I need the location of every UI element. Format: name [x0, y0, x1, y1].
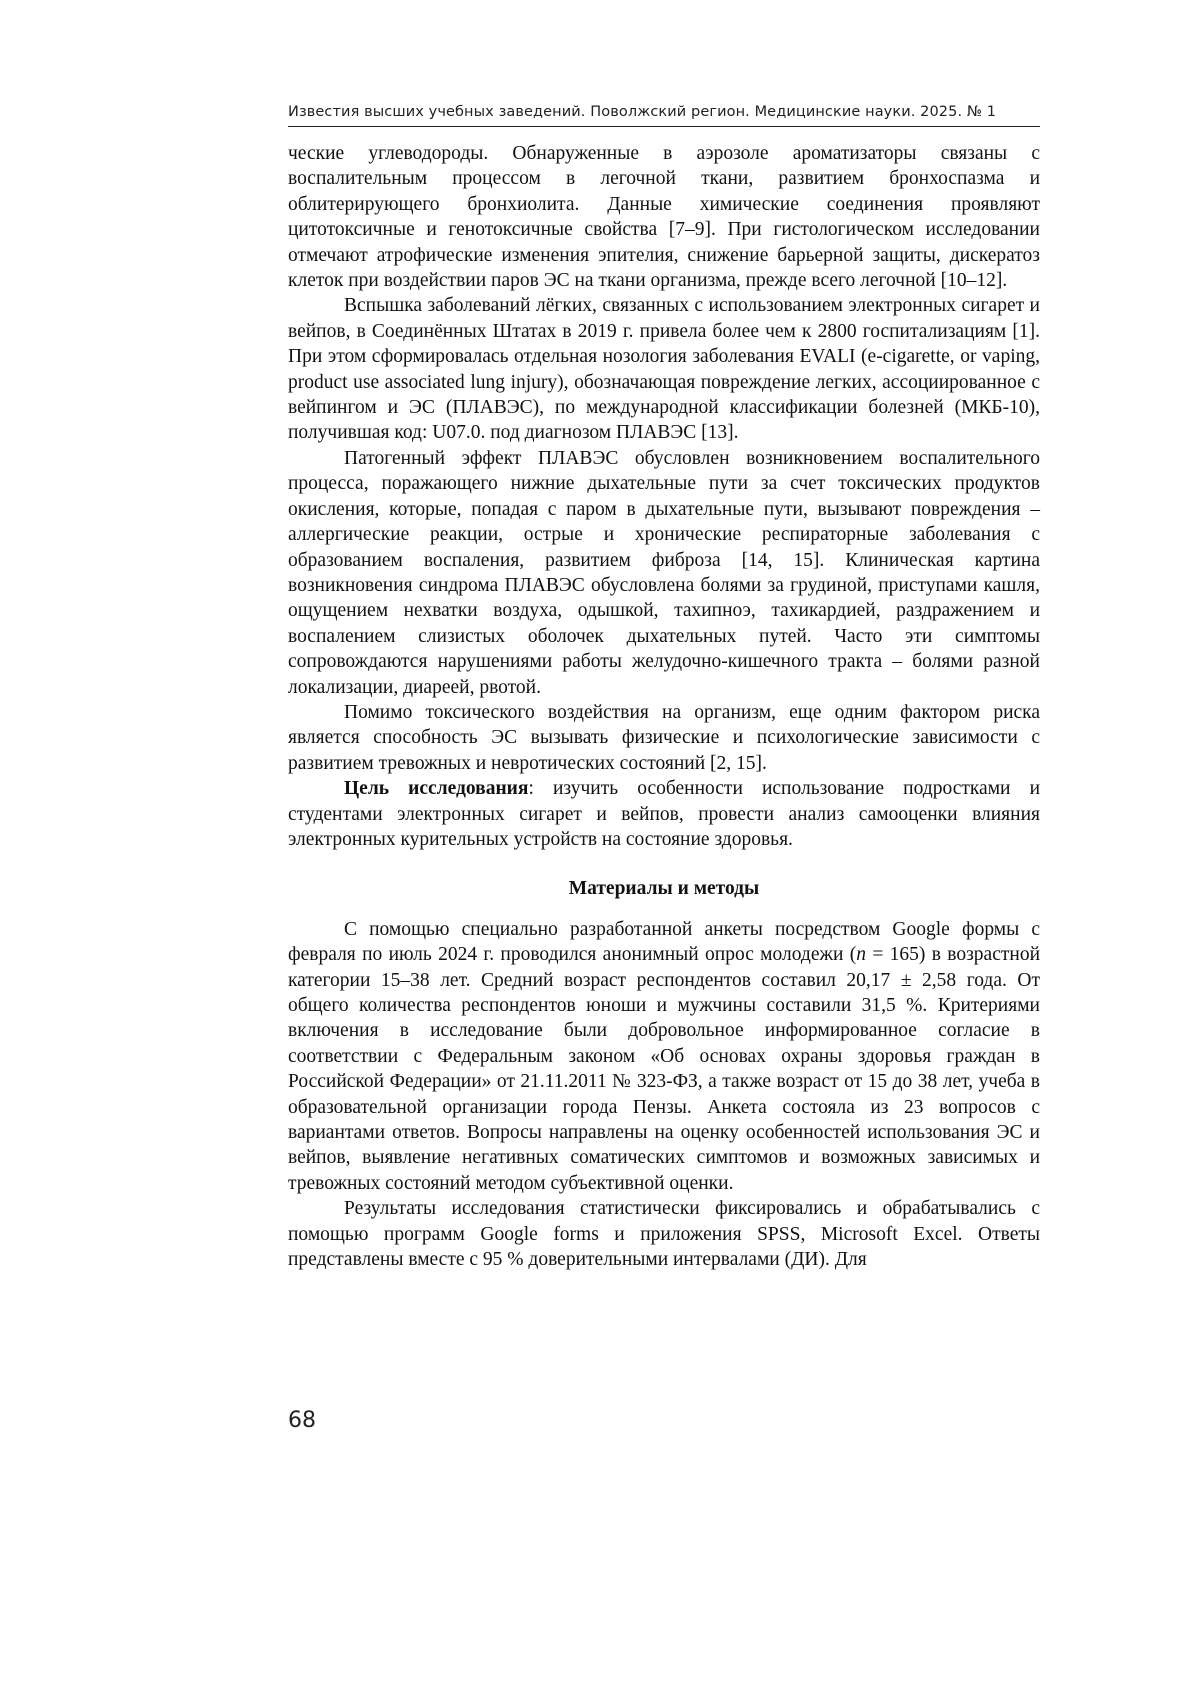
page-number: 68: [288, 1408, 316, 1433]
paragraph-study-aim: [288, 776, 1040, 852]
paragraph-continuation: ческие углеводороды. Обнаруженные в аэрозоле ароматизаторы связаны с воспалительным процессом в легочной ткани, развитием бронхоспазма и облитерирующего бронхиолита. Данные химические соединения проявляют цитотоксичные и генотоксичные свойства [7–9]. При гистологическом исследовании отмечают атрофические изменения эпителия, снижение барьерной защиты, дискератоз клеток при воздействии паров ЭС на ткани организма, прежде всего легочной [10–12].: [288, 143, 1040, 292]
methods-text-part-b: = 165) в возрастной категории 15–38 лет. Средний возраст респондентов составил 20,17 ± 2,58 года. От общего количества респондентов юноши и мужчины составили 31,5 %. Критериями включения в исследование были добровольное информированное согласие в соответствии с Федеральным законом «Об основах охраны здоровья граждан в Российской Федерации» от 21.11.2011 № 323-ФЗ, а также возраст от 15 до 38 лет, учеба в образовательной организации города Пензы. Анкета состояла из 23 вопросов с вариантами ответов. Вопросы направлены на оценку особенностей использования ЭС и вейпов, выявление негативных соматических симптомов и возможных зависимых и тревожных состояний методом субъективной оценки.: [288, 944, 1041, 1194]
paragraph-dependence-risk: Помимо токсического воздействия на организм, еще одним фактором риска является способность ЭС вызывать физические и психологические зависимости с развитием тревожных и невротических состояний [2, 15].: [288, 701, 1040, 774]
paragraph-pathogenic-effect: Патогенный эффект ПЛАВЭС обусловлен возникновением воспалительного процесса, поражающего нижние дыхательные пути за счет токсических продуктов окисления, которые, попадая с паром в дыхательные пути, вызывают повреждения – аллергические реакции, острые и хронические респираторные заболевания с образованием воспаления, развитием фиброза [14, 15]. Клиническая картина возникновения синдрома ПЛАВЭС обусловлена болями за грудиной, приступами кашля, ощущением нехватки воздуха, одышкой, тахипноэ, тахикардией, раздражением и воспалением слизистых оболочек дыхательных путей. Часто эти симптомы сопровождаются нарушениями работы желудочно-кишечного тракта – болями разной локализации, диареей, рвотой.: [288, 447, 1040, 698]
sample-size-symbol: n: [856, 944, 866, 966]
section-title-methods: Материалы и методы: [568, 878, 760, 900]
study-aim-label: Цель исследования: [344, 778, 529, 800]
paragraph-evali-outbreak: Вспышка заболеваний лёгких, связанных с использованием электронных сигарет и вейпов, в Соединённых Штатах в 2019 г. привела более чем к 2800 госпитализациям [1]. При этом сформировалась отдельная нозология заболевания EVALI (e-cigarette, or vaping, product use associated lung injury), обозначающая повреждение легких, ассоциированное с вейпингом и ЭС (ПЛАВЭС), по международной классификации болезней (МКБ-10), получившая код: U07.0. под диагнозом ПЛАВЭС [13].: [288, 295, 1040, 444]
paragraph-methods-statistics: Результаты исследования статистически фиксировались и обрабатывались с помощью программ Google forms и приложения SPSS, Microsoft Excel. Ответы представлены вместе с 95 % доверительными интервалами (ДИ). Для: [288, 1198, 1040, 1271]
running-header: Известия высших учебных заведений. Поволжский регион. Медицинские науки. 2025. № 1: [288, 104, 997, 120]
article-body: [288, 141, 1040, 1272]
methods-text-part-a: С помощью специально разработанной анкеты посредством Google формы с февраля по июль 2024 г. проводился анонимный опрос молодежи (: [288, 918, 1040, 966]
header-rule: [288, 126, 1040, 127]
paragraph-methods-survey: [288, 917, 1040, 1196]
study-aim-text: : изучить особенности использование подростками и студентами электронных сигарет и вейпов, провести анализ самооценки влияния электронных курительных устройств на состояние здоровья.: [288, 778, 1040, 850]
